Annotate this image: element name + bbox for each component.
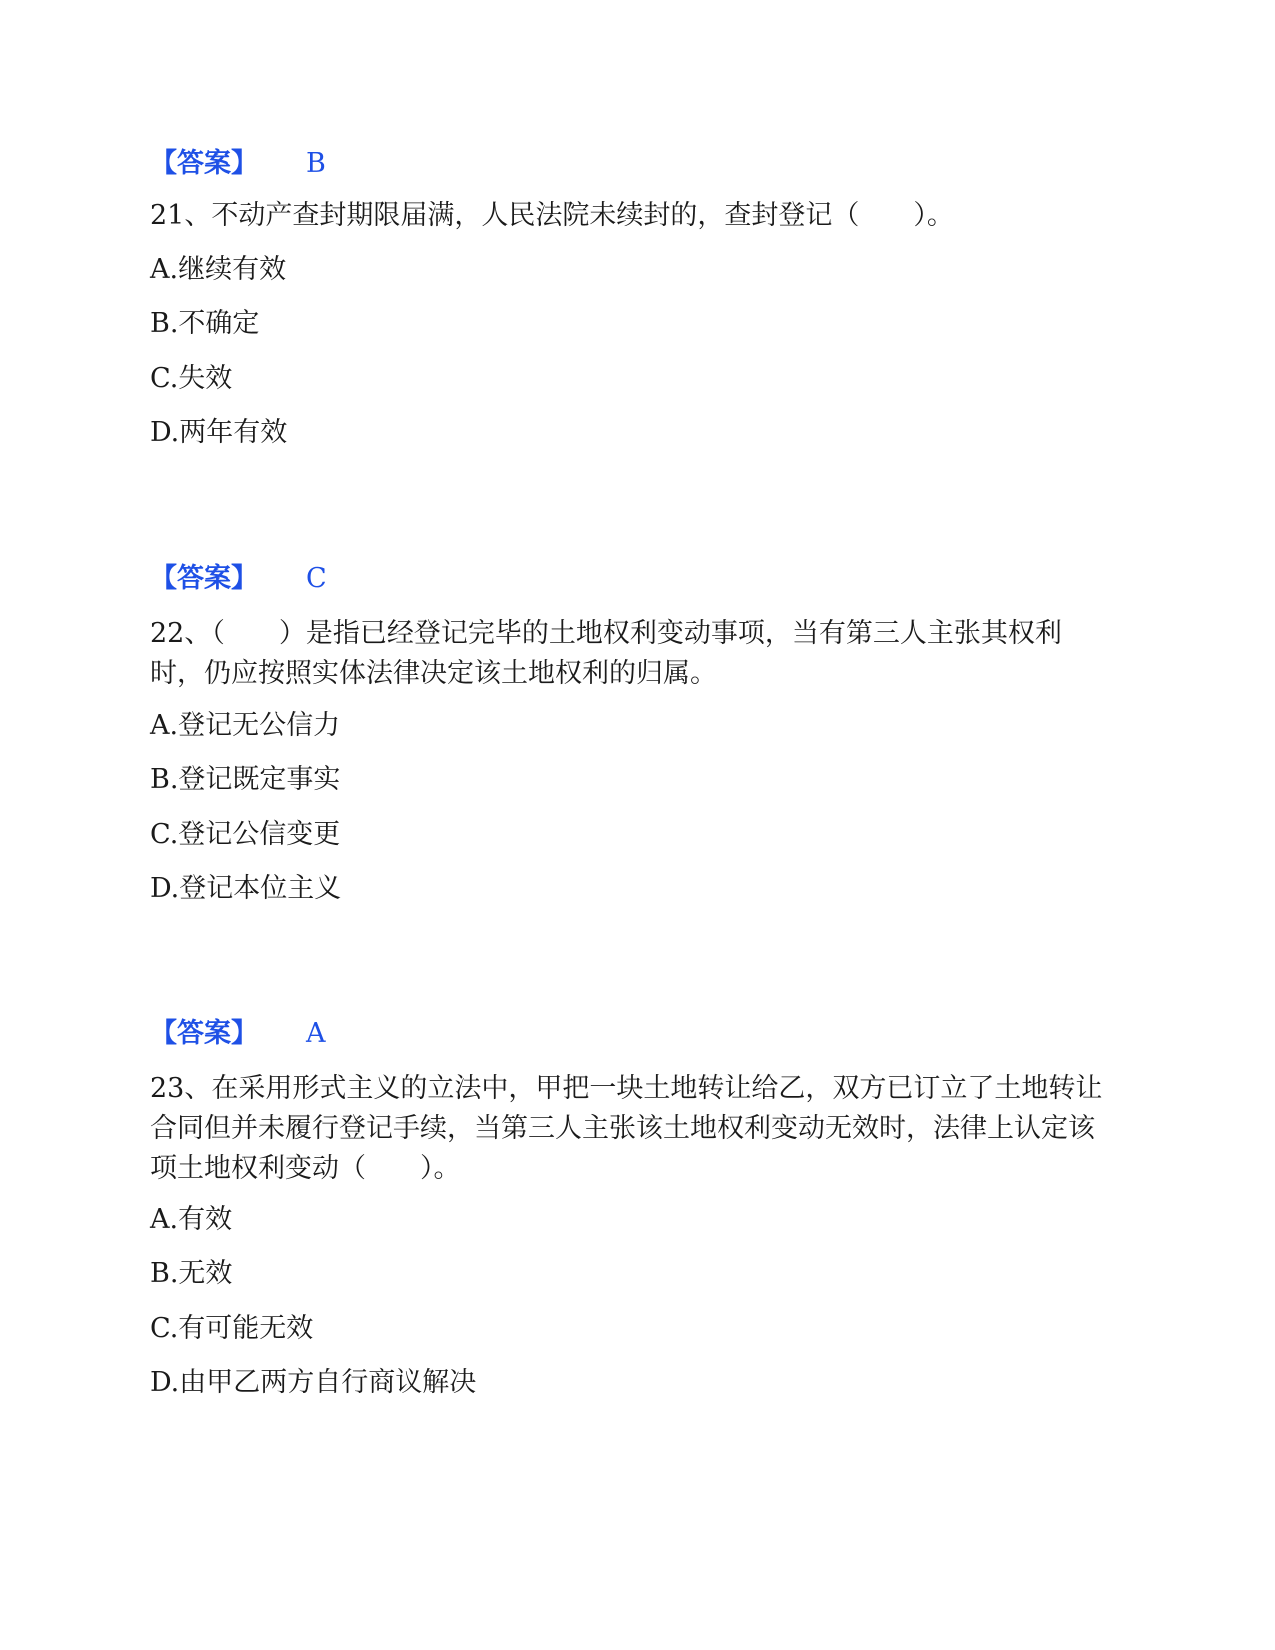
option-23-c: C.有可能无效: [150, 1313, 314, 1344]
option-23-d: D.由甲乙两方自行商议解决: [150, 1367, 477, 1398]
answer-label: 【答案】: [150, 1018, 258, 1049]
question-23: 23、在采用形式主义的立法中，甲把一块土地转让给乙，双方已订立了土地转让合同但并未履行登记手续，当第三人主张该土地权利变动无效时，法律上认定该项土地权利变动（ ）。: [150, 1073, 1103, 1184]
answer-label: 【答案】: [150, 148, 258, 179]
option-21-d: D.两年有效: [150, 417, 288, 448]
question-21: 21、不动产查封期限届满，人民法院未续封的，查封登记（ ）。: [150, 200, 954, 231]
question-22: 22、（ ）是指已经登记完毕的土地权利变动事项，当有第三人主张其权利时，仍应按照实体法律决定该土地权利的归属。: [150, 618, 1062, 689]
answer-line-2: [150, 561, 327, 597]
option-22-a: A.登记无公信力: [150, 710, 341, 741]
answer-value: C: [306, 563, 327, 594]
answer-label: 【答案】: [150, 563, 258, 594]
option-22-d: D.登记本位主义: [150, 873, 342, 904]
option-22-b: B.登记既定事实: [150, 764, 341, 795]
answer-value: A: [306, 1018, 326, 1049]
option-21-a: A.继续有效: [150, 254, 287, 285]
answer-line-1: [150, 146, 326, 182]
option-23-a: A.有效: [150, 1204, 233, 1235]
answer-line-3: [150, 1016, 326, 1052]
answer-value: B: [306, 148, 326, 179]
option-21-b: B.不确定: [150, 308, 260, 339]
option-21-c: C.失效: [150, 363, 233, 394]
option-23-b: B.无效: [150, 1258, 233, 1289]
option-22-c: C.登记公信变更: [150, 819, 341, 850]
